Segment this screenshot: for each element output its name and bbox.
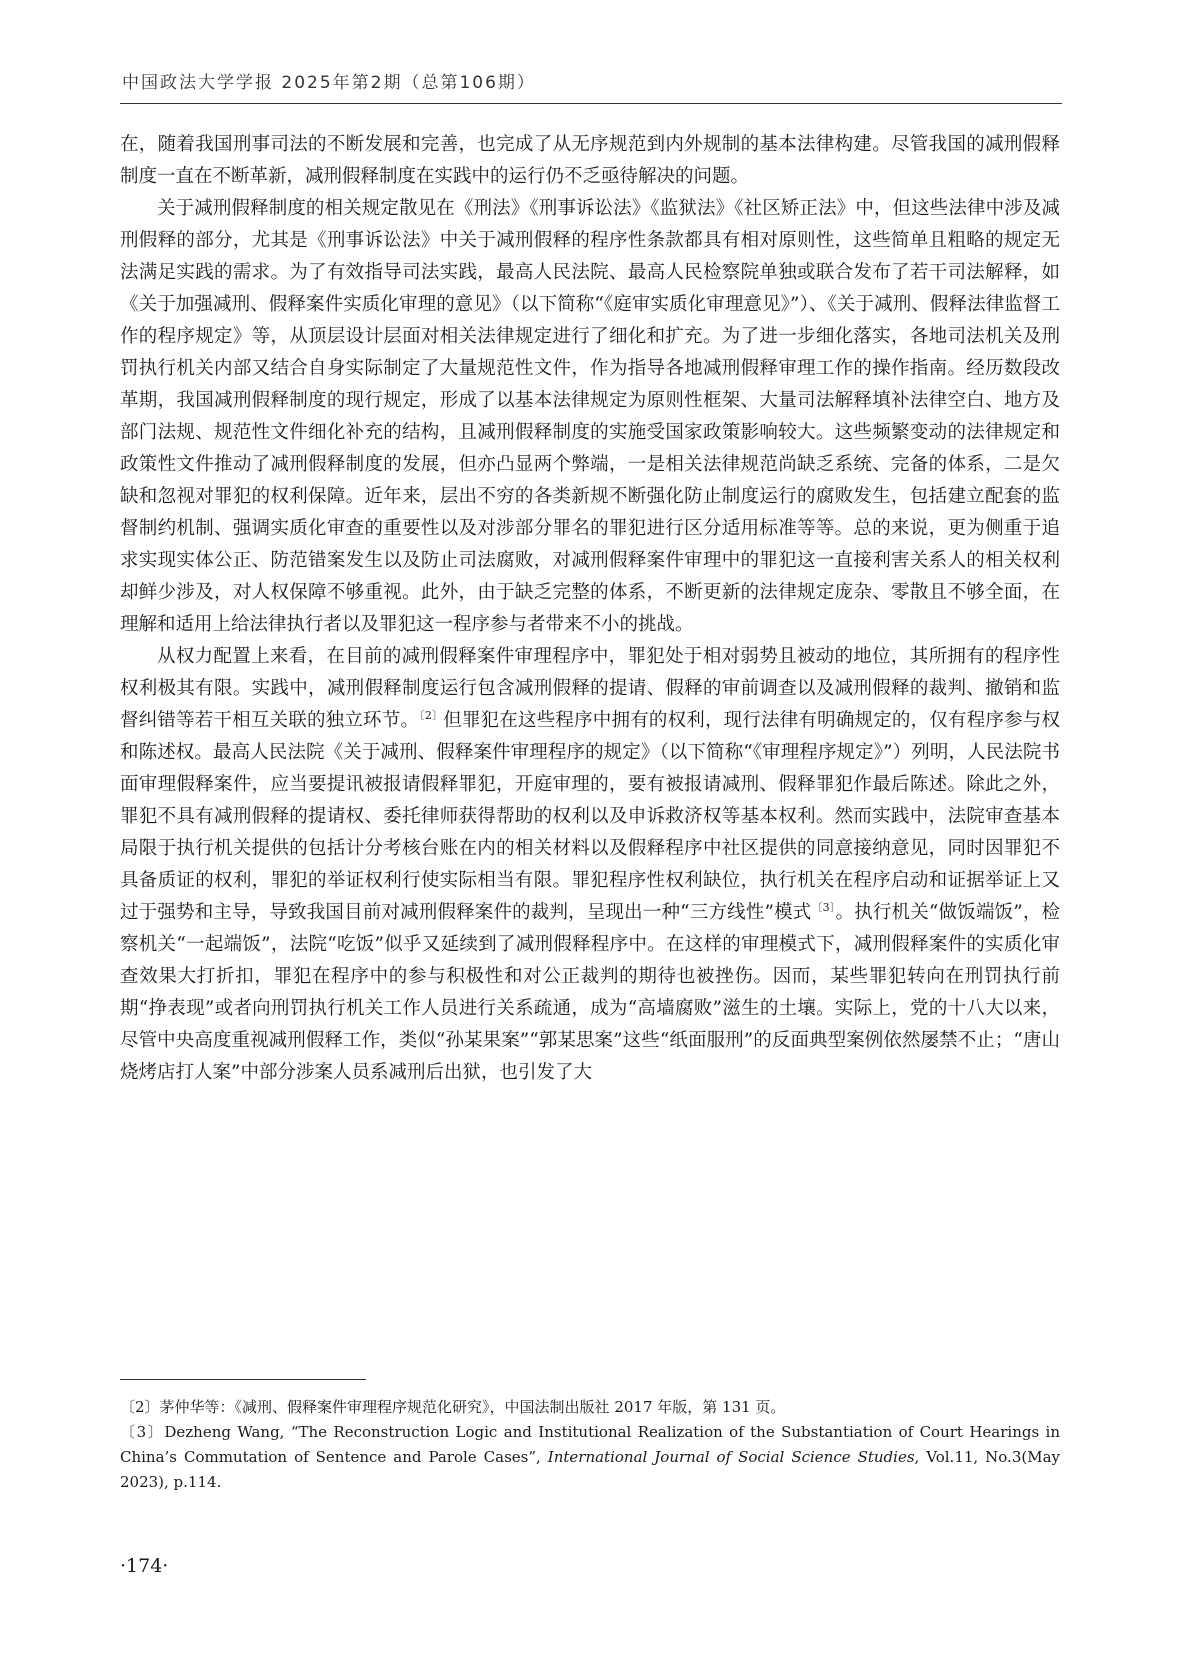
footnote-2: 〔2〕茅仲华等：《减刑、假释案件审理程序规范化研究》，中国法制出版社 2017 年版，第 131 页。 <box>120 1398 786 1416</box>
footnote-3-prefix: 〔3〕Dezheng Wang, “The Reconstruction Logic and Institutional Realization of the Substantiation of Court Hearings in China’s Commutation of Sentence and Parole Cases”, <box>120 1423 1060 1466</box>
footnote-3-journal: International Journal of Social Science Studies <box>547 1448 915 1466</box>
paragraph-3-part-c: 。执行机关“做饭端饭”，检察机关“一起端饭”，法院“吃饭”似乎又延续到了减刑假释程序中。在这样的审理模式下，减刑假释案件的实质化审查效果大打折扣，罪犯在程序中的参与积极性和对公正裁判的期待也被挫伤。因而，某些罪犯转向在刑罚执行前期“挣表现”或者向刑罚执行机关工作人员进行关系疏通，成为“高墙腐败”滋生的土壤。实际上，党的十八大以来，尽管中央高度重视减刑假释工作，类似“孙某果案”“郭某思案”这些“纸面服刑”的反面典型案例依然屡禁不止；“唐山烧烤店打人案”中部分涉案人员系减刑后出狱，也引发了大 <box>120 902 1061 1083</box>
footnote-rule <box>120 1379 366 1380</box>
paragraph-1: 在，随着我国刑事司法的不断发展和完善，也完成了从无序规范到内外规制的基本法律构建。尽管我国的减刑假释制度一直在不断革新，减刑假释制度在实践中的运行仍不乏亟待解决的问题。 <box>120 134 1060 187</box>
footnote-ref-3[interactable]: 〔3〕 <box>811 900 836 914</box>
paragraph-3 <box>120 641 1060 1089</box>
footnotes <box>120 1395 1060 1495</box>
running-header: 中国政法大学学报 2025年第2期（总第106期） <box>122 73 536 93</box>
paragraph-2: 关于减刑假释制度的相关规定散见在《刑法》《刑事诉讼法》《监狱法》《社区矫正法》中，但这些法律中涉及减刑假释的部分，尤其是《刑事诉讼法》中关于减刑假释的程序性条款都具有相对原则性，这些简单且粗略的规定无法满足实践的需求。为了有效指导司法实践，最高人民法院、最高人民检察院单独或联合发布了若干司法解释，如《关于加强减刑、假释案件实质化审理的意见》（以下简称“《庭审实质化审理意见》”）、《关于减刑、假释法律监督工作的程序规定》等，从顶层设计层面对相关法律规定进行了细化和扩充。为了进一步细化落实，各地司法机关及刑罚执行机关内部又结合自身实际制定了大量规范性文件，作为指导各地减刑假释审理工作的操作指南。经历数段改革期，我国减刑假释制度的现行规定，形成了以基本法律规定为原则性框架、大量司法解释填补法律空白、地方及部门法规、规范性文件细化补充的结构，且减刑假释制度的实施受国家政策影响较大。这些频繁变动的法律规定和政策性文件推动了减刑假释制度的发展，但亦凸显两个弊端，一是相关法律规范尚缺乏系统、完备的体系，二是欠缺和忽视对罪犯的权利保障。近年来，层出不穷的各类新规不断强化防止制度运行的腐败发生，包括建立配套的监督制约机制、强调实质化审查的重要性以及对涉部分罪名的罪犯进行区分适用标准等等。总的来说，更为侧重于追求实现实体公正、防范错案发生以及防止司法腐败，对减刑假释案件审理中的罪犯这一直接利害关系人的相关权利却鲜少涉及，对人权保障不够重视。此外，由于缺乏完整的体系，不断更新的法律规定庞杂、零散且不够全面，在理解和适用上给法律执行者以及罪犯这一程序参与者带来不小的挑战。 <box>120 198 1060 635</box>
footnote-3 <box>120 1420 1060 1495</box>
article-body <box>120 129 1060 1089</box>
paragraph-3-part-a: 从权力配置上来看，在目前的减刑假释案件审理程序中，罪犯处于相对弱势且被动的地位，其所拥有的程序性权利极其有限。实践中，减刑假释制度运行包含减刑假释的提请、假释的审前调查以及减刑假释的裁判、撤销和监督纠错等若干相互关联的独立环节。 <box>120 646 1060 731</box>
paragraph-3-part-b: 但罪犯在这些程序中拥有的权利，现行法律有明确规定的，仅有程序参与权和陈述权。最高人民法院《关于减刑、假释案件审理程序的规定》（以下简称“《审理程序规定》”）列明，人民法院书面审理假释案件，应当要提讯被报请假释罪犯，开庭审理的，要有被报请减刑、假释罪犯作最后陈述。除此之外，罪犯不具有减刑假释的提请权、委托律师获得帮助的权利以及申诉救济权等基本权利。然而实践中，法院审查基本局限于执行机关提供的包括计分考核台账在内的相关材料以及假释程序中社区提供的同意接纳意见，同时因罪犯不具备质证的权利，罪犯的举证权利行使实际相当有限。罪犯程序性权利缺位，执行机关在程序启动和证据举证上又过于强势和主导，导致我国目前对减刑假释案件的裁判，呈现出一种“三方线性”模式 <box>120 710 1060 923</box>
footnote-ref-2[interactable]: 〔2〕 <box>419 708 444 722</box>
page-number: ·174· <box>120 1555 169 1577</box>
header-rule <box>120 103 1062 104</box>
footnote-3-suffix: , Vol.11, No.3(May 2023), p.114. <box>120 1448 1060 1491</box>
